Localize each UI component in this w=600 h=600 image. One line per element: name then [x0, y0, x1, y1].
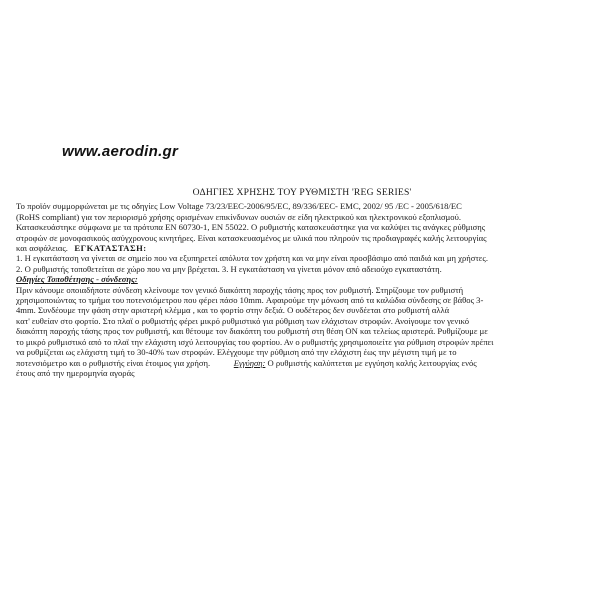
intro-line: στροφών σε μονοφασικούς ασύγχρονους κινητήρες. Είναι κατασκευασμένος με υλικά που πληρούν τις προδιαγραφές καλής λειτουργίας	[16, 232, 487, 243]
warranty-heading: Εγγύηση:	[233, 357, 266, 368]
wiring-last-text: ποτενσιόμετρο και ο ρυθμιστής είναι έτοιμος για χρήση.	[16, 357, 211, 368]
wiring-line: κατ' ευθείαν στο φορτίο. Στο πλαϊ ο ρυθμιστής φέρει μικρό ρυθμιστικό για ρύθμιση των ελάχιστων στροφών. Ανοίγουμε τον γενικό	[16, 315, 470, 326]
wiring-heading: Οδηγίες Τοποθέτησης - σύνδεσης:	[16, 274, 138, 285]
warranty-last-line: έτους από την ημερομηνία αγοράς	[16, 367, 135, 378]
watermark-logo-text: www.aerodin.gr	[62, 143, 179, 160]
install-line: 1. Η εγκατάσταση να γίνεται σε σημείο που να εξυπηρετεί απόλυτα τον χρήστη και να μην είναι προσβάσιμο από παιδιά και μη χρήστες.	[16, 253, 488, 264]
intro-line: Κατασκευάστηκε σύμφωνα με τα πρότυπα EN 60730-1, EN 55022. Ο ρυθμιστής κατασκευάστηκε για να καλύψει τις ανάγκες ρύθμισης	[16, 222, 486, 233]
warranty-line	[16, 358, 588, 368]
wiring-line: το μικρό ρυθμιστικό από το πλαϊ την ελάχιστη ισχύ λειτουργίας του φορτίου. Αν ο ρυθμιστής χρησιμοποιείτε για ρύθμιση στροφών πρέπει	[16, 336, 494, 347]
wiring-line: Πριν κάνουμε οποιαδήποτε σύνδεση κλείνουμε τον γενικό διακόπτη παροχής τάσης προς τον ρυθμιστή. Στηρίζουμε τον ρυθμιστή	[16, 284, 464, 295]
install-paragraph	[16, 253, 588, 274]
intro-line: Το προϊόν συμμορφώνεται με τις οδηγίες Low Voltage 73/23/EEC-2006/95/EC, 89/336/EEC- EMC, 2002/ 95 /EC - 2005/618/EC	[16, 201, 462, 212]
intro-suffix: και ασφάλειας.	[16, 243, 68, 254]
wiring-line: 4mm. Συνδέουμε την φάση στην αριστερή κλέμμα , και το φορτίο στην δεξιά. Ο ουδέτερος δεν συνδέεται στο ρυθμιστή αλλά	[16, 305, 450, 316]
intro-last-line	[16, 243, 588, 253]
intro-paragraph	[16, 201, 588, 253]
install-heading: ΕΓΚΑΤΑΣΤΑΣΗ:	[74, 243, 147, 254]
wiring-line: χρησιμοποιώντας το τμήμα του ποτενσιόμετρου που φέρει πάσο 10mm. Αφαιρούμε την μόνωση από τα καλώδια σύνδεσης σε βάθος 3-	[16, 295, 484, 306]
wiring-line: διακόπτη παροχής τάσης προς τον ρυθμιστή, και θέτουμε τον διακόπτη του ρυθμιστή στη θέση ON και τελείως αριστερά. Ρυθμίζουμε με	[16, 326, 488, 337]
intro-line: (RoHS compliant) για τον περιορισμό χρήσης ορισμένων επικίνδυνων ουσιών σε είδη ηλεκτρικού και ηλεκτρονικού εξοπλισμού.	[16, 211, 461, 222]
warranty-text: Ο ρυθμιστής καλύπτεται με εγγύηση καλής λειτουργίας ενός	[267, 357, 477, 368]
wiring-section	[16, 274, 588, 378]
wiring-line: να ρυθμίζεται ως ελάχιστη τιμή το 30-40% των στροφών. Ελέγχουμε την ρύθμιση από την ελάχιστη έως την μέγιστη τιμή με το	[16, 347, 457, 358]
install-line: 2. Ο ρυθμιστής τοποθετείται σε χώρο που να μην βρέχεται. 3. Η εγκατάσταση να γίνεται μόνον από αδειούχο εγκαταστάτη.	[16, 263, 442, 274]
document-title: ΟΔΗΓΙΕΣ ΧΡΗΣΗΣ ΤΟΥ ΡΥΘΜΙΣΤΗ 'REG SERIES'	[192, 187, 412, 198]
instruction-document	[16, 188, 588, 378]
